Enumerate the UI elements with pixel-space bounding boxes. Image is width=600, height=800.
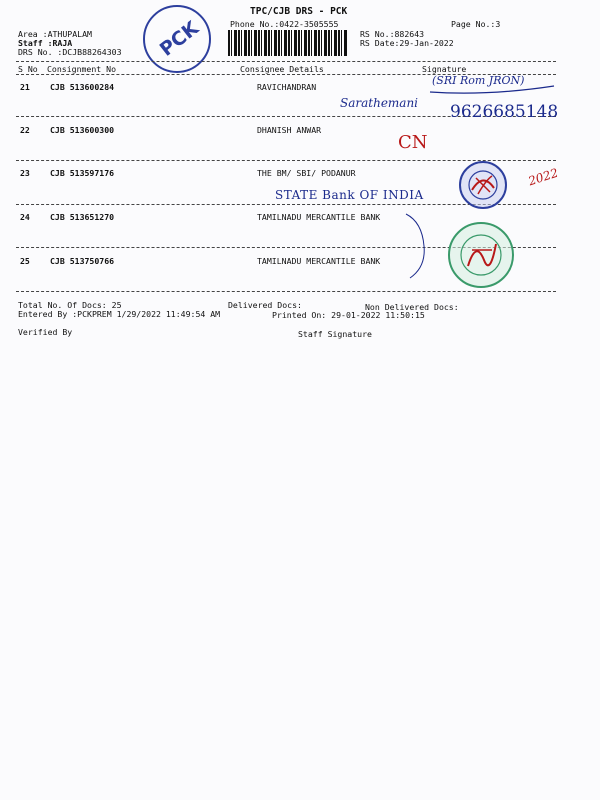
- staff-label: Staff :RAJA: [18, 38, 73, 48]
- branch-seal-icon: [446, 220, 516, 290]
- handwritten-mark: CN: [398, 132, 428, 153]
- page-number: Page No.:3: [451, 19, 501, 29]
- table-bottom-divider: [16, 291, 556, 292]
- rs-number: RS No.:882643: [360, 29, 425, 39]
- row-sno: 25: [20, 256, 30, 266]
- entered-by: Entered By :PCKPREM 1/29/2022 11:49:54 AM: [18, 309, 221, 319]
- row-consignee: DHANISH ANWAR: [257, 125, 322, 135]
- row-consignee: THE BM/ SBI/ PODANUR: [257, 168, 356, 178]
- non-delivered-docs: Non Delivered Docs:: [365, 302, 459, 312]
- row-consignment: CJB 513600300: [50, 125, 115, 135]
- bracket-mark-icon: [404, 212, 434, 282]
- row-sno: 21: [20, 82, 30, 92]
- handwritten-note: (SRI Rom JRON): [432, 74, 525, 87]
- pck-stamp: [142, 4, 212, 74]
- bank-seal-icon: [458, 160, 508, 210]
- pck-stamp-text: PCK: [155, 17, 203, 61]
- row-consignment: CJB 513750766: [50, 256, 115, 266]
- delivered-docs: Delivered Docs:: [228, 300, 302, 310]
- row-sno: 24: [20, 212, 30, 222]
- total-docs: Total No. Of Docs: 25: [18, 300, 122, 310]
- printed-on: Printed On: 29-01-2022 11:50:15: [272, 310, 425, 320]
- drs-number: DRS No. :DCJB88264303: [18, 47, 122, 57]
- note-underline-icon: [428, 72, 558, 96]
- document-title: TPC/CJB DRS - PCK: [250, 6, 348, 17]
- row-sno: 22: [20, 125, 30, 135]
- row-consignee: RAVICHANDRAN: [257, 82, 317, 92]
- row-consignee: TAMILNADU MERCANTILE BANK: [257, 256, 381, 266]
- handwritten-phone: 9626685148: [450, 102, 559, 122]
- handwritten-year: 2022: [526, 165, 560, 189]
- handwritten-bank-name: STATE Bank OF INDIA: [275, 188, 424, 202]
- row-consignment: CJB 513651270: [50, 212, 115, 222]
- col-sno: S No: [18, 64, 38, 74]
- verified-by: Verified By: [18, 327, 73, 337]
- row-consignment: CJB 513597176: [50, 168, 115, 178]
- handwritten-signature: Sarathemani: [340, 96, 419, 110]
- phone-number: Phone No.:0422-3505555: [230, 19, 339, 29]
- area-label: Area :ATHUPALAM: [18, 29, 92, 39]
- header-divider-top: [16, 61, 556, 62]
- col-consignment: Consignment No: [47, 64, 117, 74]
- row-consignment: CJB 513600284: [50, 82, 115, 92]
- row-consignee: TAMILNADU MERCANTILE BANK: [257, 212, 381, 222]
- col-consignee: Consignee Details: [240, 64, 324, 74]
- row-sno: 23: [20, 168, 30, 178]
- rs-date: RS Date:29-Jan-2022: [360, 38, 454, 48]
- staff-signature: Staff Signature: [298, 329, 372, 339]
- barcode: [228, 30, 348, 56]
- col-signature: Signature: [422, 64, 467, 74]
